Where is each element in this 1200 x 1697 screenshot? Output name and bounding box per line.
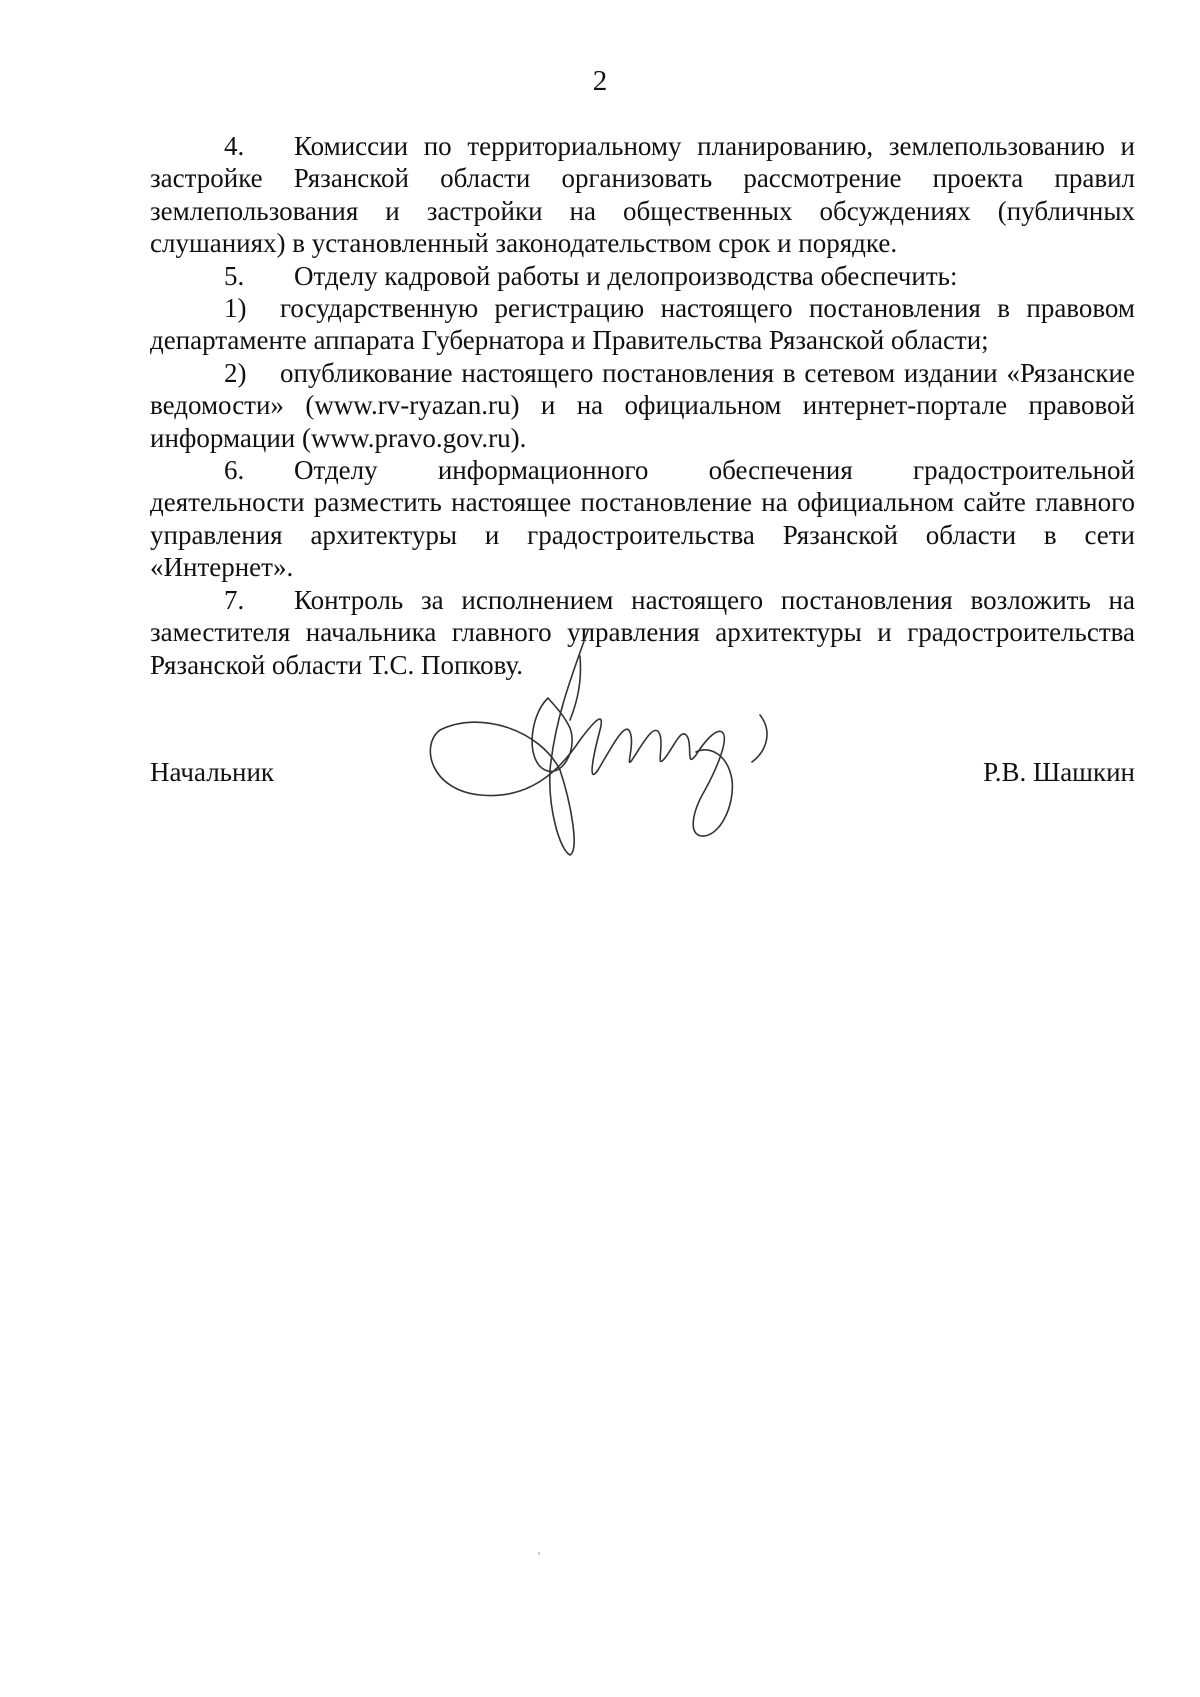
paragraph-4: [150, 130, 1135, 260]
paragraph-text: государственную регистрацию настоящего постановления в правовом департаменте аппарата Губернатора и Правительства Рязанской области;: [150, 293, 1135, 356]
paragraph-5-2: [150, 357, 1135, 454]
paragraph-text: Комиссии по территориальному планированию, землепользованию и застройке Рязанской области организовать рассмотрение проекта правил землепользования и застройки на общественных обсуждениях (публичных слушаниях) в установленный законодательством срок и порядке.: [150, 131, 1135, 259]
page-number: 2: [592, 65, 608, 97]
paragraph-number: 1): [224, 293, 247, 324]
paragraph-5: [150, 260, 1135, 292]
paragraph-text: опубликование настоящего постановления в сетевом издании «Рязанские ведомости» (www.rv-ryazan.ru) и на официальном интернет-портале правовой информации (www.pravo.gov.ru).: [150, 357, 1135, 453]
paragraph-5-1: [150, 292, 1135, 357]
signatory-name: Р.В. Шашкин: [983, 757, 1135, 787]
document-body: [150, 130, 1135, 681]
paragraph-text: Отделу информационного обеспечения градостроительной деятельности разместить настоящее постановление на официальном сайте главного управления архитектуры и градостроительства Рязанской области в сети «Интернет».: [150, 455, 1135, 583]
handwritten-signature: [420, 620, 820, 860]
paragraph-number: 5.: [224, 260, 245, 291]
paragraph-number: 2): [224, 357, 247, 388]
paragraph-text: Отделу кадровой работы и делопроизводства обеспечить:: [294, 260, 958, 291]
paragraph-number: 7.: [224, 584, 245, 615]
signatory-title: Начальник: [150, 757, 275, 787]
signature-block: [150, 756, 1135, 796]
paragraph-number: 6.: [224, 455, 245, 486]
paragraph-text: Контроль за исполнением настоящего постановления возложить на заместителя начальника главного управления архитектуры и градостроительства Рязанской области Т.С. Попкову.: [150, 584, 1135, 680]
paragraph-number: 4.: [224, 131, 245, 161]
paragraph-6: [150, 454, 1135, 584]
scan-speck: [538, 1552, 540, 1555]
